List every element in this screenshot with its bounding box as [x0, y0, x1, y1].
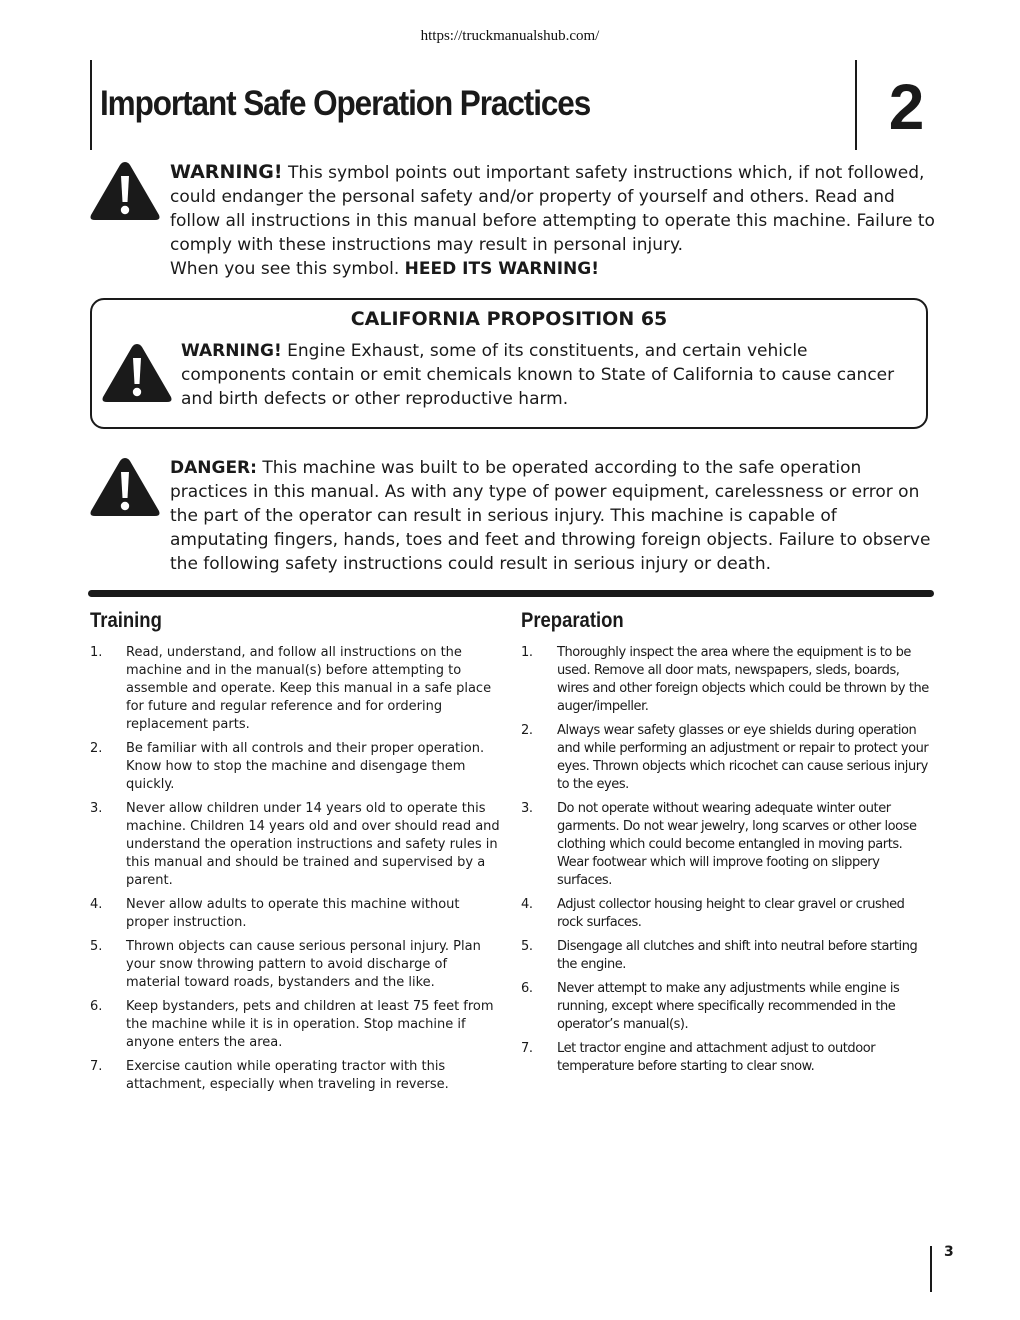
item-number: 1.: [521, 645, 533, 660]
item-number: 7.: [90, 1059, 103, 1074]
page-title: Important Safe Operation Practices: [100, 84, 591, 123]
item-number: 1.: [90, 645, 103, 660]
list-item: [521, 644, 931, 716]
item-text: Never allow adults to operate this machine without proper instruction.: [126, 897, 460, 930]
warning-text: This symbol points out important safety instructions which, if not followed, could endanger the personal safety and/or property of yourself and others. Read and follow all instructions in this manual before attempting to operate this machine. Failure to comply with these instructions may result in personal injury.: [170, 163, 935, 255]
item-text: Never attempt to make any adjustments while engine is running, except where specifically recommended in the operator’s manual(s).: [557, 981, 900, 1032]
item-text: Disengage all clutches and shift into neutral before starting the engine.: [557, 939, 918, 972]
california-warning-text: Engine Exhaust, some of its constituents, and certain vehicle components contain or emit chemicals known to State of California to cause cancer and birth defects or other reproductive harm.: [181, 341, 895, 409]
heed-warning-text: HEED ITS WARNING!: [404, 259, 599, 279]
list-item: [521, 980, 931, 1034]
item-number: 3.: [90, 801, 103, 816]
item-number: 2.: [90, 741, 103, 756]
list-item: [521, 1040, 931, 1076]
item-text: Let tractor engine and attachment adjust to outdoor temperature before starting to clear snow.: [557, 1041, 876, 1074]
list-item: [90, 938, 502, 992]
warning-lead: WARNING!: [170, 161, 283, 183]
warning-triangle-icon: [101, 342, 173, 404]
list-item: [90, 800, 502, 890]
item-number: 6.: [521, 981, 533, 996]
item-text: Do not operate without wearing adequate winter outer garments. Do not wear jewelry, long scarves or other loose clothing which could become entangled in moving parts. Wear footwear which will improve footing on slippery surfaces.: [557, 801, 917, 888]
list-item: [90, 896, 502, 932]
item-number: 4.: [90, 897, 103, 912]
section-divider: [88, 590, 934, 597]
item-number: 7.: [521, 1041, 533, 1056]
item-text: Always wear safety glasses or eye shields during operation and while performing an adjustment or repair to protect your eyes. Thrown objects which ricochet can cause serious injury to the eyes.: [557, 723, 929, 792]
item-number: 2.: [521, 723, 533, 738]
list-item: [90, 740, 502, 794]
list-item: [521, 938, 931, 974]
warning-triangle-icon: [89, 456, 161, 518]
california-warning-lead: WARNING!: [181, 341, 282, 361]
item-number: 5.: [521, 939, 533, 954]
title-left-bar: [90, 60, 92, 150]
item-text: Thrown objects can cause serious personal injury. Plan your snow throwing pattern to avoid discharge of material toward roads, bystanders and the like.: [126, 939, 481, 990]
list-item: [521, 800, 931, 890]
item-number: 4.: [521, 897, 533, 912]
california-prop65-title: CALIFORNIA PROPOSITION 65: [350, 308, 668, 330]
list-item: [90, 644, 502, 734]
danger-block: [170, 456, 935, 576]
item-text: Never allow children under 14 years old to operate this machine. Children 14 years old and over should read and understand the operation instructions and safety rules in this manual and should be trained and supervised by a parent.: [126, 801, 500, 888]
page-number: 3: [944, 1244, 954, 1260]
chapter-divider-bar: [855, 60, 857, 150]
danger-text: This machine was built to be operated according to the safe operation practices in this manual. As with any type of power equipment, carelessness or error on the part of the operator can result in serious injury. This machine is capable of amputating fingers, hands, toes and feet and throwing foreign objects. Failure to observe the following safety instructions could result in serious injury or death.: [170, 458, 931, 574]
preparation-heading: Preparation: [521, 609, 624, 632]
chapter-number: 2: [888, 71, 924, 143]
item-text: Read, understand, and follow all instructions on the machine and in the manual(s) before attempting to assemble and operate. Keep this manual in a safe place for future and regular reference and for ordering replacement parts.: [126, 645, 492, 732]
item-text: Be familiar with all controls and their proper operation. Know how to stop the machine and disengage them quickly.: [126, 741, 485, 792]
warning-block: [170, 160, 935, 281]
item-number: 6.: [90, 999, 103, 1014]
source-url[interactable]: https://truckmanualshub.com/: [420, 28, 600, 44]
warning-triangle-icon: [89, 160, 161, 222]
item-text: Keep bystanders, pets and children at least 75 feet from the machine while it is in operation. Stop machine if anyone enters the area.: [126, 999, 494, 1050]
list-item: [521, 896, 931, 932]
item-number: 3.: [521, 801, 533, 816]
warning-line2: When you see this symbol.: [170, 259, 405, 279]
list-item: [521, 722, 931, 794]
item-text: Adjust collector housing height to clear gravel or crushed rock surfaces.: [557, 897, 905, 930]
page-number-bar: [930, 1246, 932, 1292]
preparation-list: [521, 644, 931, 1082]
item-number: 5.: [90, 939, 103, 954]
danger-lead: DANGER:: [170, 458, 257, 478]
list-item: [90, 998, 502, 1052]
training-list: [90, 644, 502, 1100]
california-warning: [181, 339, 911, 411]
item-text: Thoroughly inspect the area where the equipment is to be used. Remove all door mats, newspapers, sleds, boards, wires and other foreign objects which could be thrown by the auger/impeller.: [557, 645, 929, 714]
item-text: Exercise caution while operating tractor with this attachment, especially when traveling in reverse.: [126, 1059, 449, 1092]
training-heading: Training: [90, 609, 162, 632]
list-item: [90, 1058, 502, 1094]
